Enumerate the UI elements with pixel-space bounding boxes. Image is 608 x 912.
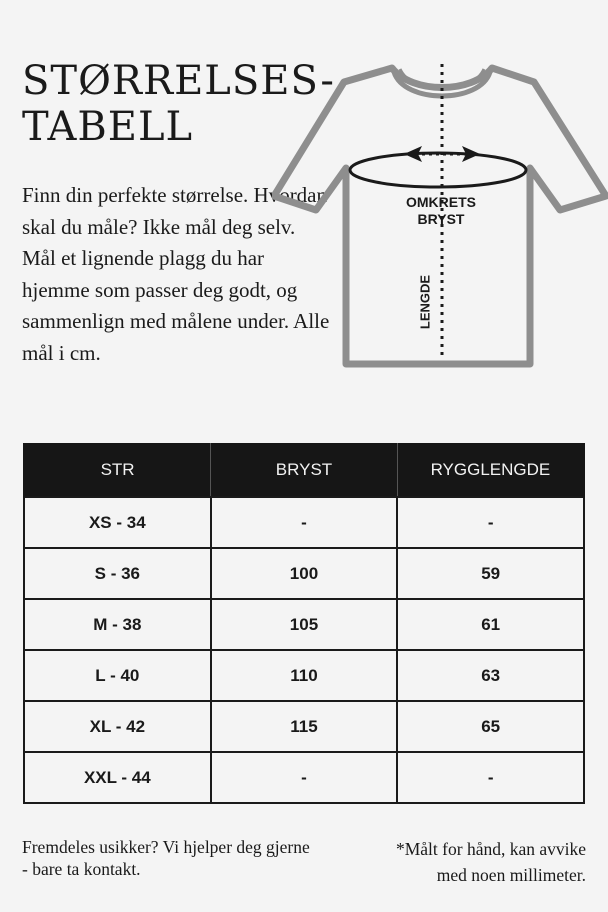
chest-cell: - [211, 497, 398, 548]
length-cell: - [397, 497, 584, 548]
intro-text: Finn din perfekte størrelse. Hvordan skal du måle? Ikke mål deg selv. Mål et lignende plagg du har hjemme som passer deg godt, og sammenlign med målene under. Alle mål i cm. [22, 183, 330, 365]
length-cell: 65 [397, 701, 584, 752]
length-cell: 59 [397, 548, 584, 599]
chest-cell: - [211, 752, 398, 803]
size-cell: M - 38 [24, 599, 211, 650]
chest-cell: 110 [211, 650, 398, 701]
chest-cell: 100 [211, 548, 398, 599]
table-row [24, 650, 584, 701]
column-header-chest: BRYST [211, 443, 398, 497]
chest-label [394, 194, 488, 228]
column-header-size: STR [24, 443, 211, 497]
length-cell: 61 [397, 599, 584, 650]
size-cell: XS - 34 [24, 497, 211, 548]
size-table [23, 443, 585, 804]
title-line-1: STØRRELSES- [22, 58, 335, 104]
disclaimer-line-2: med noen millimeter. [436, 865, 586, 885]
size-cell: XXL - 44 [24, 752, 211, 803]
length-cell: - [397, 752, 584, 803]
chest-cell: 115 [211, 701, 398, 752]
table-header-row [24, 443, 584, 497]
title-line-2: TABELL [22, 104, 194, 150]
chest-cell: 105 [211, 599, 398, 650]
size-cell: XL - 42 [24, 701, 211, 752]
table-row [24, 701, 584, 752]
table-row [24, 752, 584, 803]
table-row [24, 497, 584, 548]
chest-label-line-1: OMKRETS [406, 194, 476, 210]
measurement-disclaimer [326, 836, 586, 888]
length-cell: 63 [397, 650, 584, 701]
table-row [24, 548, 584, 599]
chest-ellipse [350, 153, 526, 187]
column-header-back-length: RYGGLENGDE [397, 443, 584, 497]
disclaimer-line-1: *Målt for hånd, kan avvike [395, 839, 586, 859]
length-label: LENGDE [417, 274, 433, 330]
help-note: Fremdeles usikker? Vi hjelper deg gjerne - bare ta kontakt. [22, 837, 310, 879]
size-cell: S - 36 [24, 548, 211, 599]
table-row [24, 599, 584, 650]
chest-label-line-2: BRYST [417, 211, 465, 227]
size-cell: L - 40 [24, 650, 211, 701]
